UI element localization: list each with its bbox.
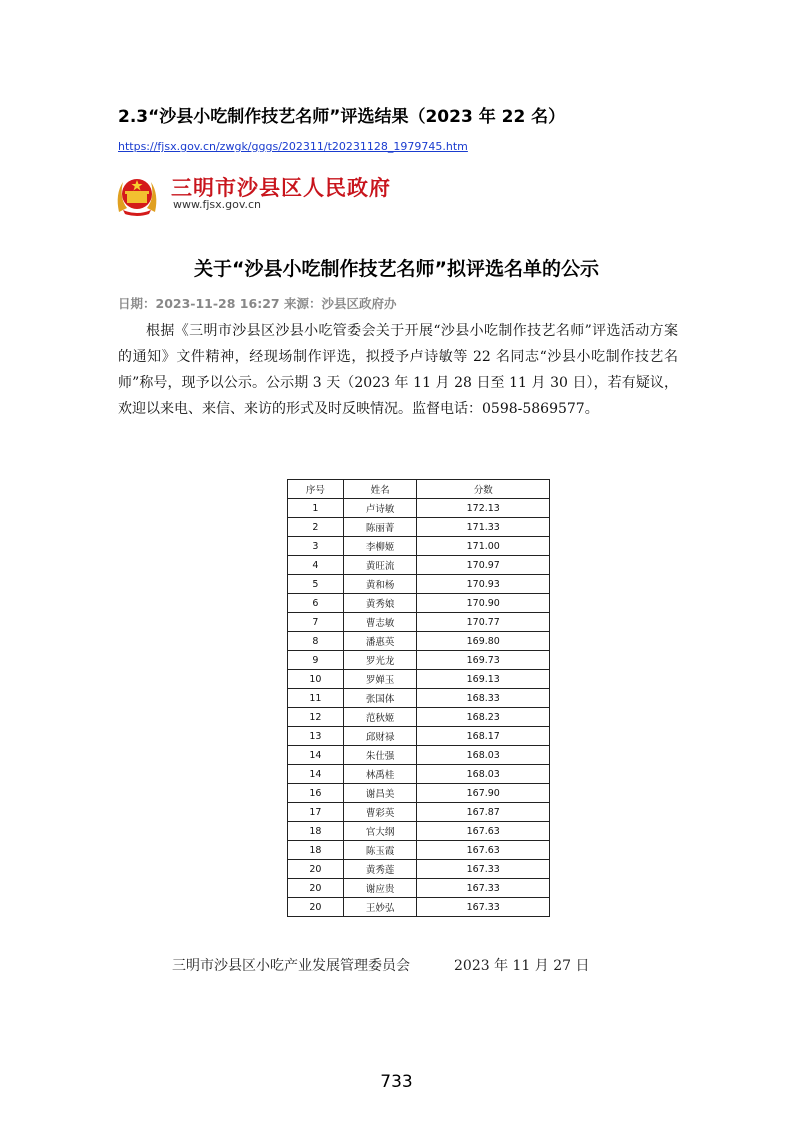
cell-index: 20 — [288, 879, 344, 898]
cell-score: 167.33 — [417, 898, 550, 917]
cell-score: 168.03 — [417, 746, 550, 765]
cell-name: 李柳姬 — [343, 537, 417, 556]
table-row — [288, 670, 550, 689]
cell-index: 2 — [288, 518, 344, 537]
article-title: 关于“沙县小吃制作技艺名师”拟评选名单的公示 — [194, 258, 599, 280]
cell-score: 167.90 — [417, 784, 550, 803]
section-title: 2.3“沙县小吃制作技艺名师”评选结果（2023 年 22 名） — [118, 107, 566, 127]
table-row — [288, 860, 550, 879]
cell-score: 168.33 — [417, 689, 550, 708]
table-row — [288, 746, 550, 765]
cell-name: 潘惠英 — [343, 632, 417, 651]
cell-name: 谢昌美 — [343, 784, 417, 803]
cell-score: 172.13 — [417, 499, 550, 518]
table-row — [288, 575, 550, 594]
cell-name: 朱仕强 — [343, 746, 417, 765]
cell-name: 林禹桂 — [343, 765, 417, 784]
cell-score: 168.17 — [417, 727, 550, 746]
cell-index: 6 — [288, 594, 344, 613]
table-row — [288, 841, 550, 860]
table-row — [288, 822, 550, 841]
cell-index: 11 — [288, 689, 344, 708]
table-header-row — [288, 480, 550, 499]
table-row — [288, 898, 550, 917]
table-row — [288, 594, 550, 613]
cell-name: 黄秀莲 — [343, 860, 417, 879]
header-score: 分数 — [417, 480, 550, 499]
cell-score: 167.87 — [417, 803, 550, 822]
table-row — [288, 499, 550, 518]
cell-score: 171.33 — [417, 518, 550, 537]
table-row — [288, 727, 550, 746]
cell-index: 17 — [288, 803, 344, 822]
article-body: 根据《三明市沙县区沙县小吃管委会关于开展“沙县小吃制作技艺名师”评选活动方案的通知》文件精神，经现场制作评选，拟授予卢诗敏等 22 名同志“沙县小吃制作技艺名师”称号，现予以公示。公示期 3 天（2023 年 11 月 28 日至 11 月 30 日），若有疑议，欢迎以来电、来信、来访的形式及时反映情况。监督电话：0598-5869577。 — [118, 323, 678, 417]
table-row — [288, 803, 550, 822]
cell-index: 12 — [288, 708, 344, 727]
cell-score: 171.00 — [417, 537, 550, 556]
table-row — [288, 518, 550, 537]
site-name: 三明市沙县区人民政府 — [171, 175, 391, 200]
cell-score: 167.33 — [417, 879, 550, 898]
cell-score: 170.97 — [417, 556, 550, 575]
cell-name: 邱财禄 — [343, 727, 417, 746]
cell-name: 陈玉霞 — [343, 841, 417, 860]
cell-index: 14 — [288, 746, 344, 765]
cell-score: 168.23 — [417, 708, 550, 727]
cell-name: 官大纲 — [343, 822, 417, 841]
cell-name: 黄和杨 — [343, 575, 417, 594]
cell-score: 170.90 — [417, 594, 550, 613]
cell-score: 169.13 — [417, 670, 550, 689]
cell-score: 167.63 — [417, 841, 550, 860]
cell-name: 王妙弘 — [343, 898, 417, 917]
cell-index: 16 — [288, 784, 344, 803]
header-index: 序号 — [288, 480, 344, 499]
cell-score: 168.03 — [417, 765, 550, 784]
table-row — [288, 765, 550, 784]
cell-score: 167.33 — [417, 860, 550, 879]
cell-name: 范秋姬 — [343, 708, 417, 727]
signature-org: 三明市沙县区小吃产业发展管理委员会 — [172, 958, 410, 974]
cell-name: 罗光龙 — [343, 651, 417, 670]
cell-name: 张国体 — [343, 689, 417, 708]
cell-index: 9 — [288, 651, 344, 670]
header-name: 姓名 — [343, 480, 417, 499]
cell-index: 13 — [288, 727, 344, 746]
cell-index: 14 — [288, 765, 344, 784]
cell-score: 169.73 — [417, 651, 550, 670]
cell-score: 170.93 — [417, 575, 550, 594]
site-header-logo — [113, 170, 423, 216]
cell-index: 7 — [288, 613, 344, 632]
signature-date: 2023 年 11 月 27 日 — [454, 958, 590, 974]
cell-index: 20 — [288, 860, 344, 879]
cell-score: 167.63 — [417, 822, 550, 841]
cell-name: 曹志敏 — [343, 613, 417, 632]
cell-index: 4 — [288, 556, 344, 575]
cell-index: 3 — [288, 537, 344, 556]
table-row — [288, 879, 550, 898]
cell-index: 20 — [288, 898, 344, 917]
table-row — [288, 784, 550, 803]
table-row — [288, 537, 550, 556]
table-row — [288, 632, 550, 651]
cell-index: 18 — [288, 822, 344, 841]
cell-index: 18 — [288, 841, 344, 860]
cell-name: 黄旺流 — [343, 556, 417, 575]
cell-score: 169.80 — [417, 632, 550, 651]
page-number: 733 — [380, 1072, 413, 1092]
cell-name: 曹彩英 — [343, 803, 417, 822]
cell-name: 黄秀娘 — [343, 594, 417, 613]
cell-name: 陈丽菁 — [343, 518, 417, 537]
cell-name: 卢诗敏 — [343, 499, 417, 518]
cell-index: 10 — [288, 670, 344, 689]
site-domain: www.fjsx.gov.cn — [173, 198, 262, 211]
signature — [172, 955, 590, 975]
results-table — [287, 479, 550, 917]
table-row — [288, 689, 550, 708]
table-row — [288, 708, 550, 727]
article-meta: 日期：2023-11-28 16:27 来源：沙县区政府办 — [118, 296, 397, 311]
national-emblem-icon — [113, 172, 161, 216]
table-row — [288, 556, 550, 575]
cell-name: 谢应贵 — [343, 879, 417, 898]
cell-score: 170.77 — [417, 613, 550, 632]
cell-index: 1 — [288, 499, 344, 518]
cell-name: 罗婵玉 — [343, 670, 417, 689]
cell-index: 5 — [288, 575, 344, 594]
table-row — [288, 613, 550, 632]
table-row — [288, 651, 550, 670]
source-link[interactable]: https://fjsx.gov.cn/zwgk/gggs/202311/t20231128_1979745.htm — [118, 140, 468, 153]
cell-index: 8 — [288, 632, 344, 651]
